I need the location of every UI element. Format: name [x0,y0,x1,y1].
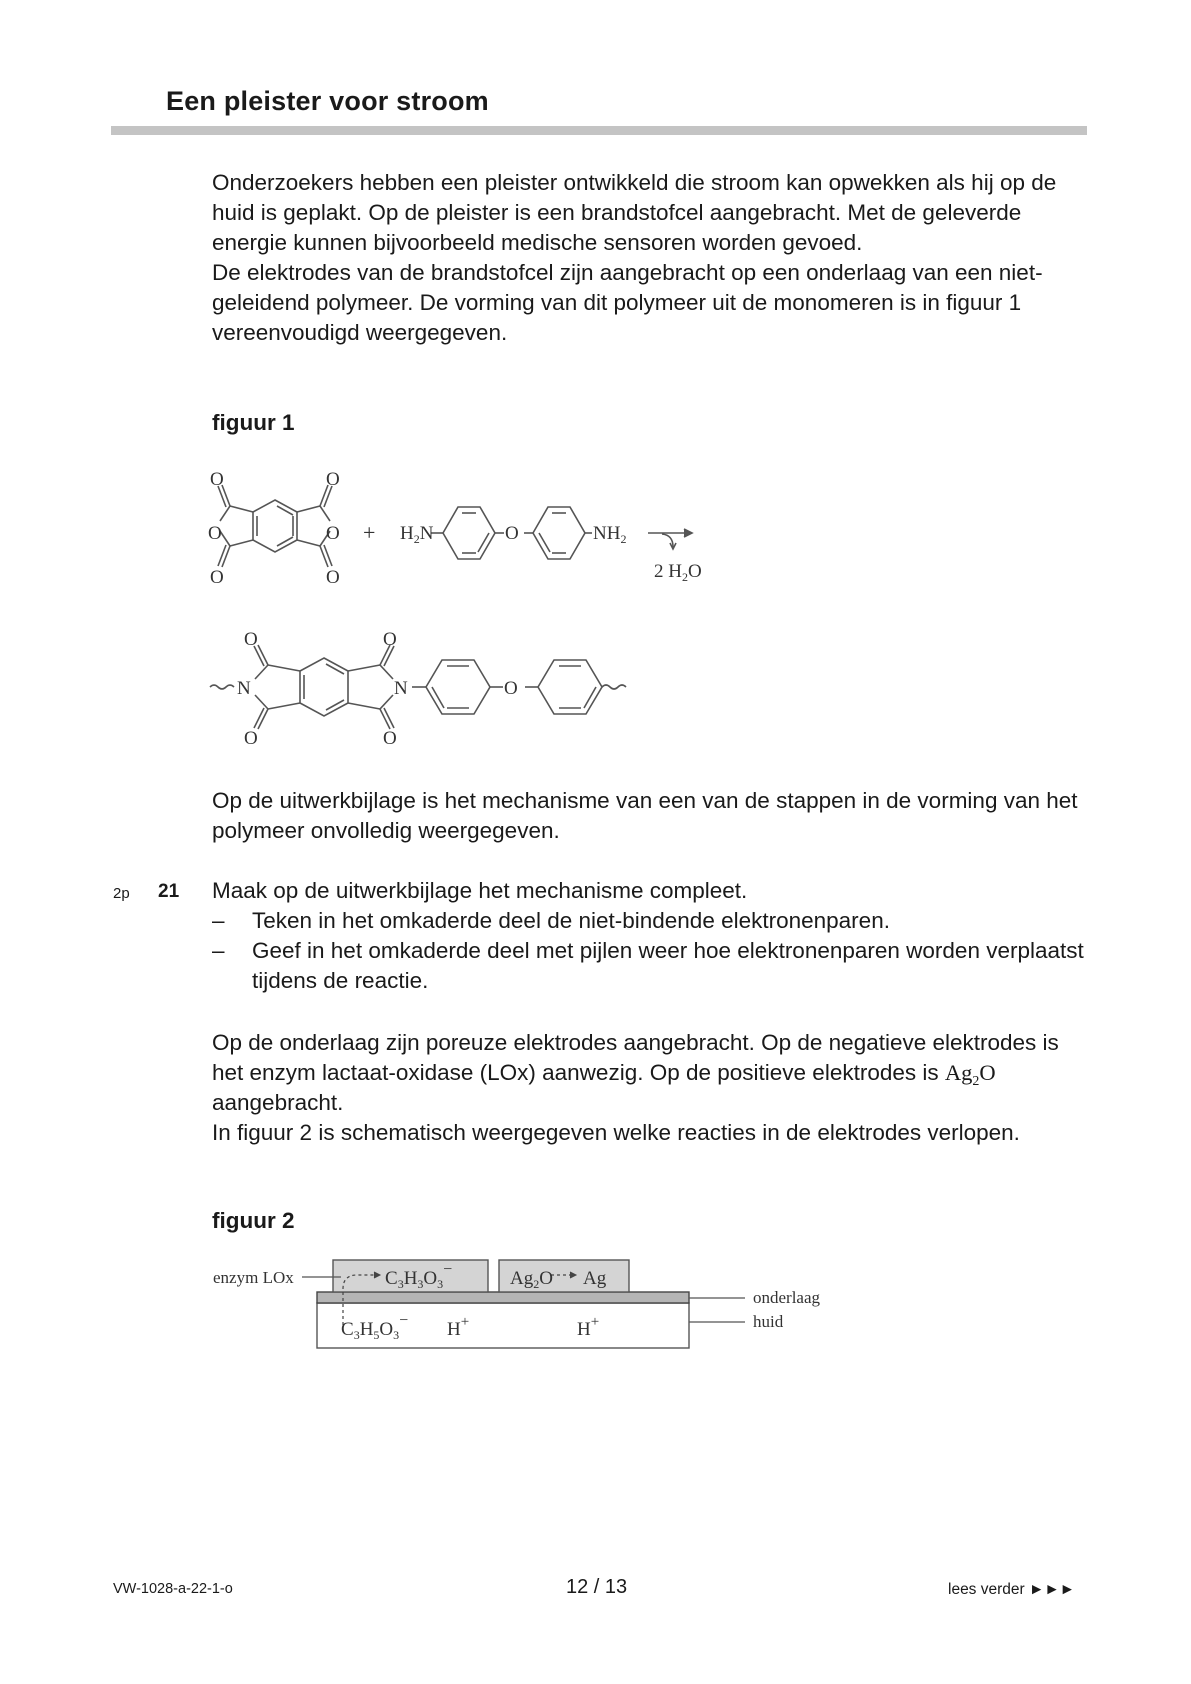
svg-text:onderlaag: onderlaag [753,1288,821,1307]
svg-text:Ag2O: $Ag_2O$ [510,1268,553,1291]
continue-reading-indicator: lees verder ►►► [948,1581,1076,1598]
question-item-1 [212,906,1092,936]
svg-text:enzym LOx: enzym LOx [213,1268,294,1287]
svg-text:O: O [244,629,258,650]
svg-text:N: N [394,678,408,699]
figure-2-electrode-diagram [205,1255,845,1370]
svg-text:O: O [383,728,397,749]
svg-text:C3H5O3−: $C_3H_5O_3^-$ [341,1312,409,1342]
svg-text:O: O [210,469,224,490]
question-text: Maak op de uitwerkbijlage het mechanisme compleet. [212,878,748,903]
svg-text:O: O [383,629,397,650]
question-21 [212,876,1092,996]
electrodes-paragraph-1: Op de onderlaag zijn poreuze elektrodes aangebracht. Op de negatieve elektrodes is het enzym lactaat-oxidase (LOx) aanwezig. Op de positieve elektrodes is $Ag_2O$ aangebracht. [212,1030,1059,1115]
figure-2-label: figuur 2 [212,1208,295,1233]
svg-text:Ag: Ag [583,1268,607,1289]
figure-1-polymer-structure [200,615,670,765]
svg-text:O: O [326,469,340,490]
svg-text:O: O [505,523,519,544]
svg-text:N: N [237,678,251,699]
dash-bullet: – [212,938,225,963]
figure-1-label: figuur 1 [212,410,295,435]
question-item-text: Teken in het omkaderde deel de niet-bindende elektronenparen. [252,908,890,933]
plus-sign: + [363,520,376,545]
question-points: 2p [113,885,130,902]
ag2o-formula: $Ag_2O$ [944,1060,996,1089]
svg-text:NH2: $NH_2$ [593,523,627,546]
intro-paragraph-1: Onderzoekers hebben een pleister ontwikkeld die stroom kan opwekken als hij op de huid is geplakt. Op de pleister is een brandstofcel aangebracht. Met de geleverde energie kunnen bijvoorbeeld medische sensoren worden gevoed. [212,170,1057,255]
svg-text:O: O [326,567,340,588]
exam-code: VW-1028-a-22-1-o [113,1581,233,1597]
question-item-2 [212,936,1092,996]
question-number: 21 [158,881,180,902]
intro-text [212,168,1092,348]
question-item-text: Geef in het omkaderde deel met pijlen weer hoe elektronenparen worden verplaatst tijdens de reactie. [252,938,1084,993]
mechanism-intro-text: Op de uitwerkbijlage is het mechanisme van een van de stappen in de vorming van het polymeer onvolledig weergegeven. [212,788,1078,843]
electrodes-paragraph-2: In figuur 2 is schematisch weergegeven welke reacties in de elektrodes verlopen. [212,1120,1020,1145]
page-number: 12 / 13 [566,1576,628,1598]
svg-text:C3H3O3−: $C_3H_3O_3^-$ [385,1261,453,1291]
section-title: Een pleister voor stroom [166,86,489,116]
svg-text:2 H2O: 2 $H_2O$ [654,561,702,584]
electrodes-text [212,1028,1092,1148]
title-divider [111,126,1087,135]
svg-text:H+: H+ [447,1314,470,1340]
dash-bullet: – [212,908,225,933]
svg-text:O: O [208,523,222,544]
svg-text:O: O [504,678,518,699]
svg-text:H2N: $H_2N$ [400,523,434,546]
svg-text:O: O [244,728,258,749]
svg-text:H+: H+ [577,1314,600,1340]
figure-1-reaction-diagram [200,455,860,605]
svg-text:O: O [210,567,224,588]
svg-text:huid: huid [753,1312,784,1331]
svg-text:O: O [326,523,340,544]
intro-paragraph-2: De elektrodes van de brandstofcel zijn aangebracht op een onderlaag van een niet-geleidend polymeer. De vorming van dit polymeer uit de monomeren is in figuur 1 vereenvoudigd weergegeven. [212,260,1043,345]
